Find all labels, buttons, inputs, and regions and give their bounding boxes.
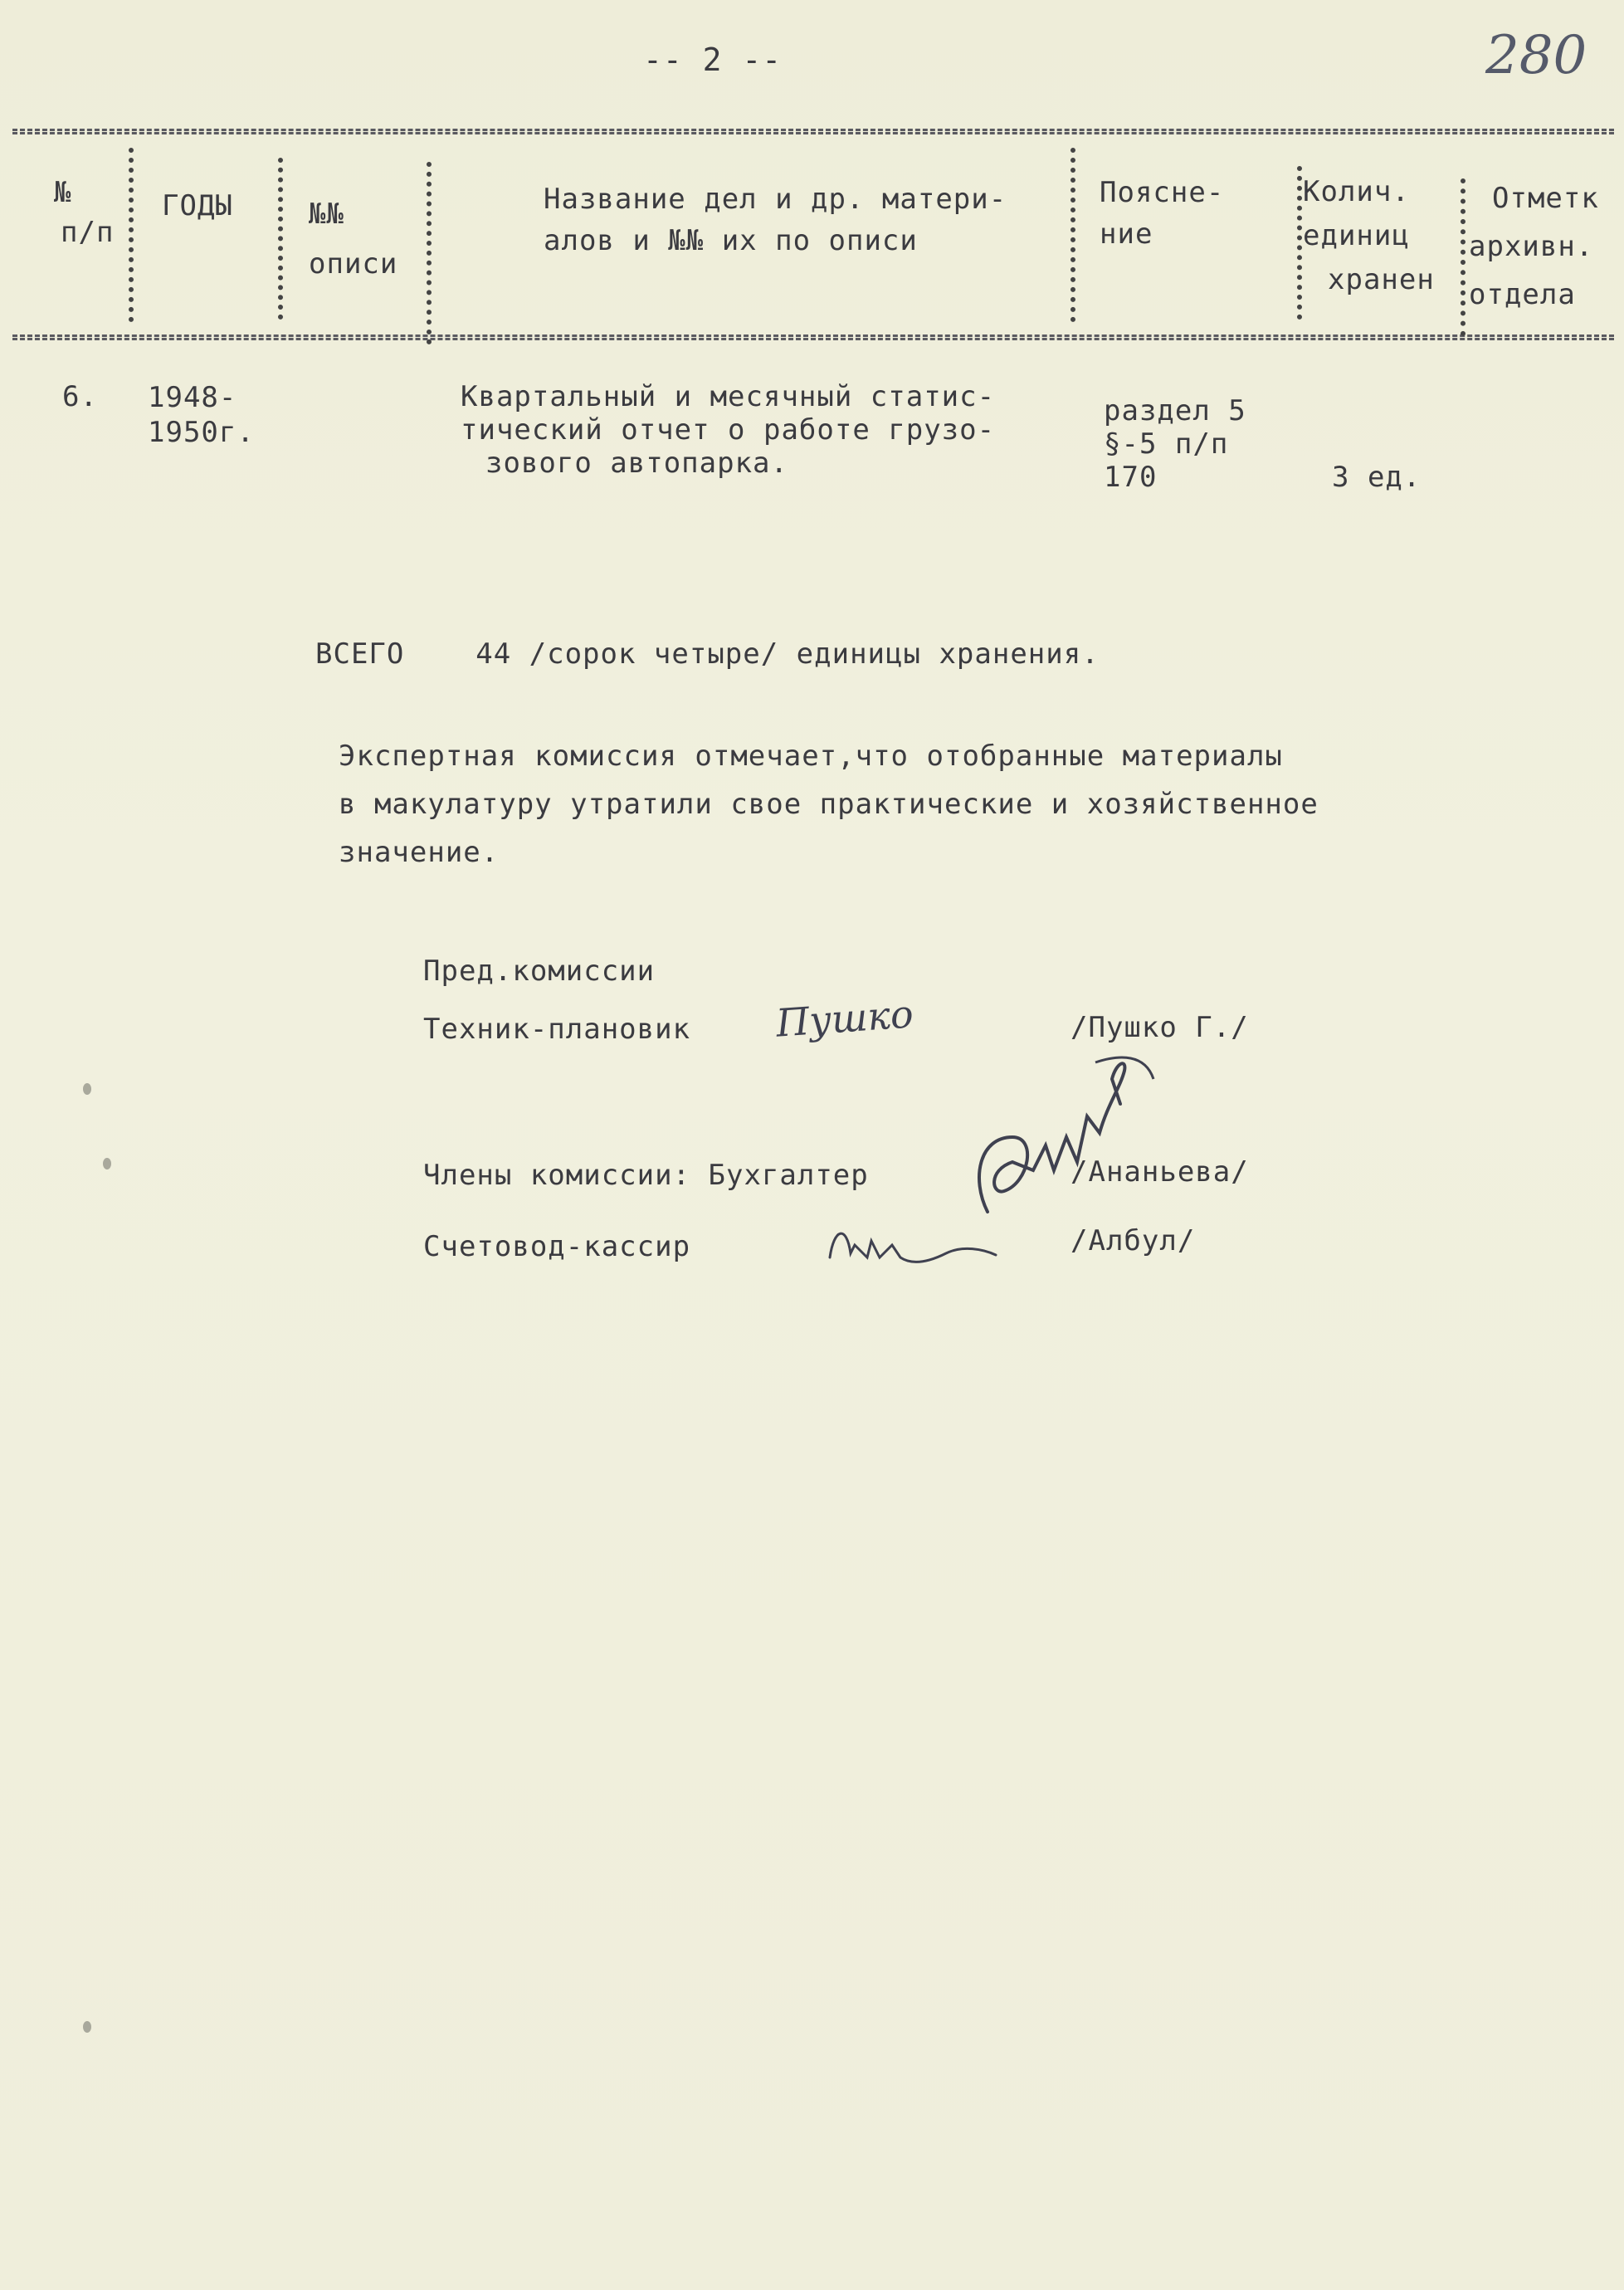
total-line: ВСЕГО 44 /сорок четыре/ единицы хранения. bbox=[315, 637, 1100, 671]
table-header-bottom-rule bbox=[12, 334, 1614, 340]
cashier-label: Счетовод-кассир bbox=[423, 1230, 691, 1263]
column-divider bbox=[1297, 166, 1302, 320]
row-number: 6. bbox=[62, 380, 98, 413]
row-count: 3 ед. bbox=[1332, 461, 1422, 494]
col-header-title: Название дел и др. матери- алов и №№ их по описи bbox=[544, 183, 1007, 257]
col-header-count: Колич. единиц хранен bbox=[1303, 175, 1435, 296]
column-divider bbox=[129, 148, 134, 322]
accountant-signature bbox=[954, 1038, 1170, 1228]
row-title: Квартальный и месячный статис- тический отчет о работе грузо- зового автопарка. bbox=[461, 380, 996, 480]
accountant-name: /Ананьева/ bbox=[1070, 1155, 1249, 1189]
binding-hole bbox=[83, 2021, 91, 2033]
column-divider bbox=[1070, 148, 1075, 322]
table-top-rule bbox=[12, 129, 1614, 134]
col-header-note: Поясне- ние bbox=[1100, 176, 1225, 251]
technician-signature: Пушко bbox=[774, 991, 915, 1046]
cashier-name: /Албул/ bbox=[1070, 1224, 1196, 1257]
binding-hole bbox=[83, 1083, 91, 1095]
archive-number: 280 bbox=[1485, 25, 1587, 86]
cashier-signature bbox=[822, 1220, 1012, 1278]
chair-label: Пред.комиссии bbox=[423, 955, 656, 988]
binding-hole bbox=[103, 1158, 111, 1169]
col-header-num: № п/п bbox=[54, 176, 115, 249]
col-header-inventory: №№ описи bbox=[309, 198, 398, 281]
column-divider bbox=[1461, 178, 1466, 336]
column-divider bbox=[278, 158, 283, 320]
row-years: 1948- 1950г. bbox=[148, 381, 255, 449]
technician-name: /Пушко Г./ bbox=[1070, 1011, 1249, 1044]
col-header-mark: Отметк архивн. отдела bbox=[1469, 182, 1599, 311]
page-number: -- 2 -- bbox=[643, 42, 783, 78]
row-note: раздел 5 §-5 п/п 170 bbox=[1104, 394, 1246, 494]
members-label: Члены комиссии: Бухгалтер bbox=[423, 1159, 869, 1192]
col-header-years: ГОДЫ bbox=[162, 189, 233, 222]
column-divider bbox=[427, 162, 432, 344]
commission-statement: Экспертная комиссия отмечает,что отобранные материалы в макулатуру утратили свое практические и хозяйственное значение. bbox=[339, 740, 1319, 869]
technician-label: Техник-плановик bbox=[423, 1013, 691, 1046]
